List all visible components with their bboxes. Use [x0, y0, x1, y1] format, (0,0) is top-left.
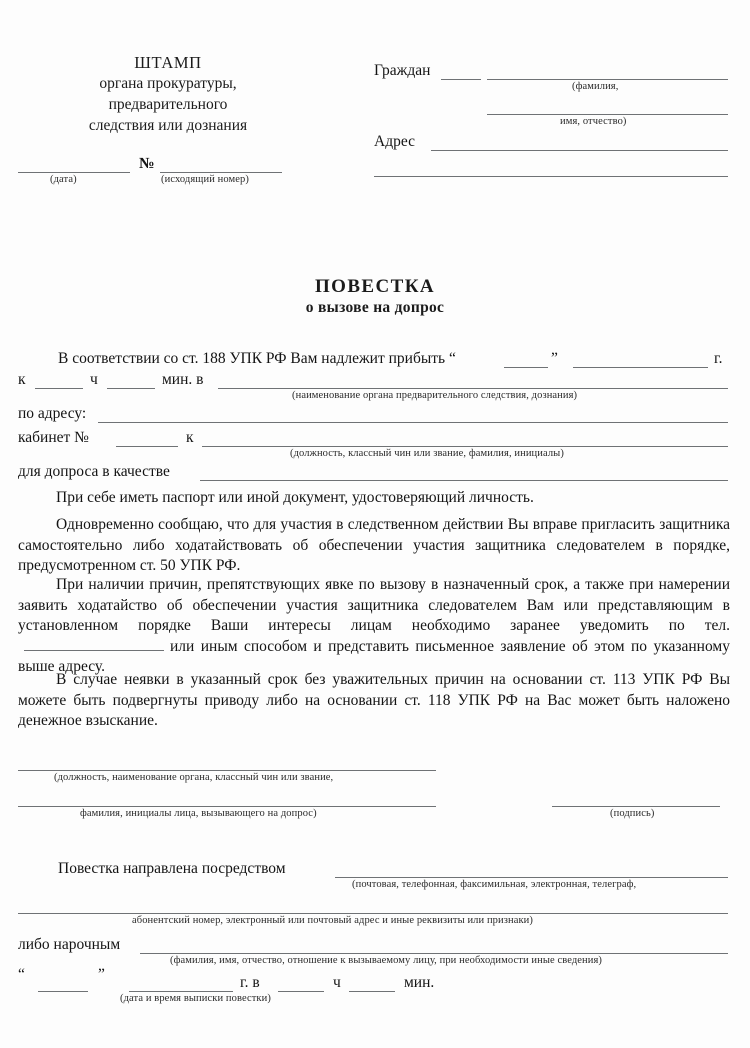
page-title: ПОВЕСТКА — [315, 276, 435, 297]
signature-caption: (подпись) — [610, 808, 655, 819]
address-label: Адрес — [374, 133, 415, 150]
courier-caption: (фамилия, имя, отчество, отношение к вызываемому лицу, при необходимости иные сведения) — [170, 955, 603, 966]
official-name-caption: фамилия, инициалы лица, вызывающего на допрос) — [80, 808, 317, 819]
minutes-blank-1[interactable] — [107, 388, 155, 389]
delivery-details-caption: абонентский номер, электронный или почтовый адрес и иные реквизиты или признаки) — [132, 915, 533, 926]
venue-address-blank[interactable] — [98, 422, 728, 423]
stamp-line-4: следствия или дознания — [88, 117, 248, 134]
issue-month-year-blank[interactable] — [129, 991, 233, 992]
paragraph-passport — [18, 488, 730, 509]
capacity-blank-line[interactable] — [200, 480, 728, 481]
page-subtitle: о вызове на допрос — [305, 299, 445, 316]
paragraph-notice-text-2: или иным способом и представить письменное заявление об этом по указанному выше адресу. — [18, 637, 730, 676]
agency-blank-line[interactable] — [218, 388, 728, 389]
paragraph-notice — [18, 575, 730, 678]
paragraph-penalty-text: В случае неявки в указанный срок без уважительных причин на основании ст. 113 УПК РФ Вы можете быть подвергнуты приводу либо на основании ст. 118 УПК РФ на Вас может быть наложено денежное взыскание. — [18, 671, 730, 730]
address-blank-line-1[interactable] — [431, 150, 728, 151]
issue-quote-close: ” — [98, 966, 105, 983]
paragraph-passport-text: При себе иметь паспорт или иной документ, удостоверяющий личность. — [56, 489, 534, 506]
citizen-suffix-blank[interactable] — [441, 79, 481, 80]
outgoing-number-caption: (исходящий номер) — [161, 174, 249, 185]
hours-label-1: ч — [90, 371, 98, 388]
capacity-label: для допроса в качестве — [18, 463, 170, 480]
name-patronymic-caption: имя, отчество) — [560, 116, 627, 127]
delivery-methods-caption: (почтовая, телефонная, факсимильная, электронная, телеграф, — [352, 879, 637, 890]
address-blank-line-2[interactable] — [374, 176, 728, 177]
day-blank[interactable] — [504, 367, 548, 368]
issue-datetime-caption: (дата и время выписки повестки) — [120, 993, 271, 1004]
number-symbol: № — [139, 155, 155, 172]
hours-blank-1[interactable] — [35, 388, 83, 389]
name-patronymic-blank-line[interactable] — [487, 114, 728, 115]
issue-hours-blank[interactable] — [278, 991, 324, 992]
sent-via-label: Повестка направлена посредством — [58, 860, 286, 877]
date-caption: (дата) — [50, 174, 77, 185]
month-year-blank[interactable] — [573, 367, 708, 368]
office-number-blank[interactable] — [116, 446, 178, 447]
official-name-blank-line[interactable] — [18, 806, 436, 807]
signature-blank-line[interactable] — [552, 806, 720, 807]
outgoing-number-blank-line[interactable] — [160, 172, 282, 173]
surname-blank-line[interactable] — [487, 79, 728, 80]
agency-caption: (наименование органа предварительного следствия, дознания) — [292, 390, 578, 401]
official-position-caption: (должность, наименование органа, классный чин или звание, — [54, 772, 334, 783]
citizen-label: Граждан — [374, 62, 431, 79]
paragraph-penalty — [18, 670, 730, 732]
quote-close-1: ” — [551, 350, 558, 367]
time-prefix-label: к — [18, 371, 26, 388]
date-blank-line[interactable] — [18, 172, 130, 173]
stamp-title: ШТАМП — [134, 53, 202, 72]
issue-quote-open: “ — [18, 966, 25, 983]
appearance-intro: В соответствии со ст. 188 УПК РФ Вам надлежит прибыть “ — [58, 350, 456, 367]
official-caption: (должность, классный чин или звание, фамилия, инициалы) — [290, 448, 564, 459]
stamp-line-3: предварительного — [108, 96, 228, 113]
year-suffix-1: г. — [714, 350, 723, 367]
paragraph-defender — [18, 515, 730, 577]
official-blank-line[interactable] — [202, 446, 728, 447]
issue-day-blank[interactable] — [38, 991, 88, 992]
stamp-line-2: органа прокуратуры, — [99, 75, 237, 92]
stamp-block — [18, 52, 318, 136]
venue-address-label: по адресу: — [18, 405, 87, 422]
delivery-details-blank-line[interactable] — [18, 913, 728, 914]
issue-year-label: г. в — [240, 974, 260, 991]
sent-via-blank-line[interactable] — [335, 877, 728, 878]
minutes-label-1: мин. в — [162, 371, 204, 388]
paragraph-notice-text-1: При наличии причин, препятствующих явке по вызову в назначенный срок, а также при намерении заявить ходатайство об обеспечении участия защитника следователем Вам или представляющим в установленном порядке Ваши интересы лицам необходимо заранее уведомить по тел. — [18, 576, 730, 635]
to-official-label: к — [186, 429, 194, 446]
paragraph-defender-text: Одновременно сообщаю, что для участия в следственном действии Вы вправе пригласить защитника самостоятельно либо ходатайствовать об обеспечении участия защитника следователем в порядке, предусмотренном ст. 50 УПК РФ. — [18, 516, 730, 575]
official-position-blank-line[interactable] — [18, 770, 436, 771]
courier-label: либо нарочным — [18, 936, 121, 953]
surname-caption: (фамилия, — [572, 81, 619, 92]
issue-minutes-blank[interactable] — [349, 991, 395, 992]
phone-blank[interactable] — [24, 637, 164, 651]
courier-blank-line[interactable] — [140, 953, 728, 954]
office-label: кабинет № — [18, 429, 89, 446]
issue-minutes-label: мин. — [404, 974, 435, 991]
issue-hours-label: ч — [333, 974, 341, 991]
